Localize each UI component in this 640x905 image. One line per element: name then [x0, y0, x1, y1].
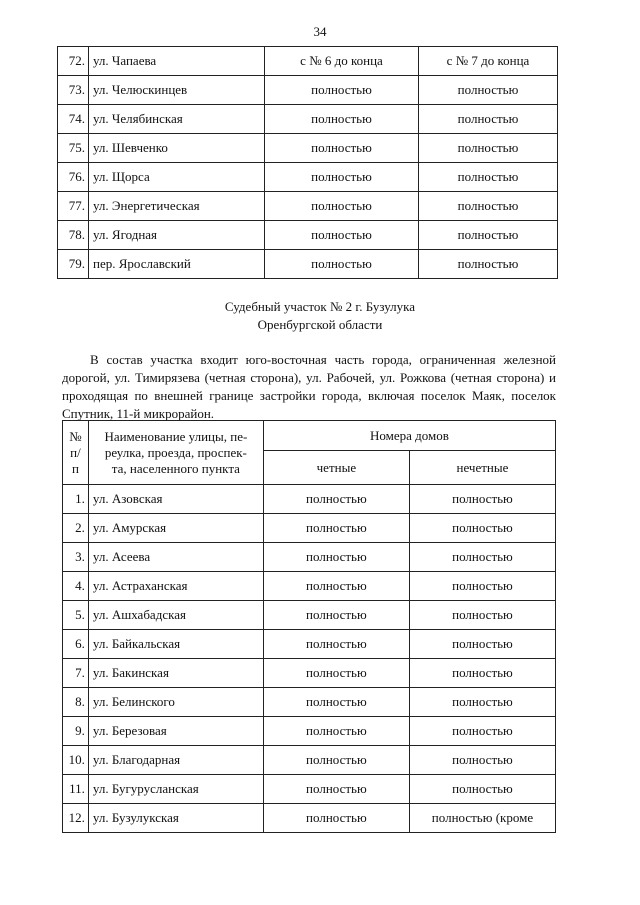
- odd-numbers: полностью: [419, 192, 558, 221]
- street-name: ул. Шевченко: [89, 134, 265, 163]
- header-number: [63, 421, 89, 485]
- even-numbers: полностью: [263, 572, 409, 601]
- street-name: ул. Березовая: [88, 717, 263, 746]
- row-number: 77.: [58, 192, 89, 221]
- street-name: ул. Энергетическая: [89, 192, 265, 221]
- odd-numbers: полностью: [409, 514, 555, 543]
- streets-table: [62, 420, 556, 833]
- odd-numbers: полностью: [409, 601, 555, 630]
- even-numbers: полностью: [263, 601, 409, 630]
- even-numbers: полностью: [265, 221, 419, 250]
- even-numbers: полностью: [263, 630, 409, 659]
- odd-numbers: с № 7 до конца: [419, 47, 558, 76]
- table-row: [63, 717, 556, 746]
- odd-numbers: полностью (кроме: [409, 804, 555, 833]
- street-name: ул. Благодарная: [88, 746, 263, 775]
- row-number: 7.: [63, 659, 89, 688]
- table-row: [63, 572, 556, 601]
- street-name: ул. Ашхабадская: [88, 601, 263, 630]
- even-numbers: полностью: [265, 192, 419, 221]
- row-number: 3.: [63, 543, 89, 572]
- table-row: [58, 250, 558, 279]
- row-number: 11.: [63, 775, 89, 804]
- section-subtitle: Оренбургской области: [257, 317, 383, 332]
- table-row: [58, 76, 558, 105]
- even-numbers: полностью: [265, 105, 419, 134]
- section-description-text: В состав участка входит юго-восточная часть города, ограниченная железной дорогой, ул. Тимирязева (четная сторона), ул. Рабочей, ул. Рожкова (четная сторона) и проходящая по внешней границе застройки города, включая поселок Маяк, поселок Спутник, 11-й микрорайон.: [62, 352, 556, 421]
- row-number: 79.: [58, 250, 89, 279]
- street-name: ул. Байкальская: [88, 630, 263, 659]
- section-description: [62, 351, 556, 423]
- odd-numbers: полностью: [419, 221, 558, 250]
- street-name: ул. Бакинская: [88, 659, 263, 688]
- table-row: [63, 630, 556, 659]
- odd-numbers: полностью: [419, 163, 558, 192]
- odd-numbers: полностью: [409, 572, 555, 601]
- even-numbers: полностью: [265, 163, 419, 192]
- header-name-line: та, населенного пункта: [111, 460, 240, 476]
- even-numbers: полностью: [263, 775, 409, 804]
- even-numbers: с № 6 до конца: [265, 47, 419, 76]
- odd-numbers: полностью: [409, 717, 555, 746]
- street-name: ул. Бузулукская: [88, 804, 263, 833]
- row-number: 6.: [63, 630, 89, 659]
- row-number: 72.: [58, 47, 89, 76]
- table-row: [58, 192, 558, 221]
- section-title: Судебный участок № 2 г. Бузулука: [224, 299, 416, 314]
- row-number: 75.: [58, 134, 89, 163]
- table-row: [58, 163, 558, 192]
- table-row: [58, 105, 558, 134]
- street-name: ул. Азовская: [88, 485, 263, 514]
- even-numbers: полностью: [263, 514, 409, 543]
- odd-numbers: полностью: [419, 76, 558, 105]
- streets-table-continued: [57, 46, 558, 279]
- street-name: ул. Щорса: [89, 163, 265, 192]
- even-numbers: полностью: [265, 250, 419, 279]
- street-name: ул. Челюскинцев: [89, 76, 265, 105]
- street-name: пер. Ярославский: [89, 250, 265, 279]
- odd-numbers: полностью: [409, 746, 555, 775]
- even-numbers: полностью: [265, 134, 419, 163]
- street-name: ул. Чапаева: [89, 47, 265, 76]
- odd-numbers: полностью: [409, 485, 555, 514]
- table-row: [63, 514, 556, 543]
- street-name: ул. Амурская: [88, 514, 263, 543]
- table-row: [58, 47, 558, 76]
- header-street-name: [88, 421, 263, 485]
- table-row: [63, 543, 556, 572]
- street-name: ул. Челябинская: [89, 105, 265, 134]
- header-number-line: п/п: [70, 444, 81, 476]
- header-even: четные: [263, 451, 409, 485]
- even-numbers: полностью: [263, 717, 409, 746]
- row-number: 8.: [63, 688, 89, 717]
- even-numbers: полностью: [263, 804, 409, 833]
- table-row: [63, 804, 556, 833]
- table-row: [63, 775, 556, 804]
- table-row: [63, 485, 556, 514]
- row-number: 4.: [63, 572, 89, 601]
- even-numbers: полностью: [265, 76, 419, 105]
- page-number: 34: [313, 24, 327, 39]
- row-number: 9.: [63, 717, 89, 746]
- table-row: [58, 134, 558, 163]
- street-name: ул. Белинского: [88, 688, 263, 717]
- row-number: 74.: [58, 105, 89, 134]
- even-numbers: полностью: [263, 746, 409, 775]
- table-row: [63, 659, 556, 688]
- row-number: 2.: [63, 514, 89, 543]
- header-name-line: реулка, проезда, проспек-: [104, 444, 247, 460]
- even-numbers: полностью: [263, 688, 409, 717]
- row-number: 76.: [58, 163, 89, 192]
- header-name-line: Наименование улицы, пе-: [104, 428, 248, 444]
- street-name: ул. Бугурусланская: [88, 775, 263, 804]
- row-number: 1.: [63, 485, 89, 514]
- row-number: 10.: [63, 746, 89, 775]
- odd-numbers: полностью: [419, 134, 558, 163]
- odd-numbers: полностью: [409, 659, 555, 688]
- row-number: 78.: [58, 221, 89, 250]
- odd-numbers: полностью: [409, 688, 555, 717]
- odd-numbers: полностью: [419, 250, 558, 279]
- table-header-row: [63, 421, 556, 451]
- table-row: [58, 221, 558, 250]
- odd-numbers: полностью: [409, 543, 555, 572]
- header-house-numbers: Номера домов: [263, 421, 555, 451]
- odd-numbers: полностью: [409, 630, 555, 659]
- table-row: [63, 688, 556, 717]
- odd-numbers: полностью: [419, 105, 558, 134]
- street-name: ул. Ягодная: [89, 221, 265, 250]
- even-numbers: полностью: [263, 543, 409, 572]
- even-numbers: полностью: [263, 659, 409, 688]
- street-name: ул. Астраханская: [88, 572, 263, 601]
- street-name: ул. Асеева: [88, 543, 263, 572]
- row-number: 5.: [63, 601, 89, 630]
- header-number-line: №: [69, 428, 82, 444]
- table-row: [63, 746, 556, 775]
- row-number: 73.: [58, 76, 89, 105]
- header-odd: нечетные: [409, 451, 555, 485]
- even-numbers: полностью: [263, 485, 409, 514]
- odd-numbers: полностью: [409, 775, 555, 804]
- table-row: [63, 601, 556, 630]
- row-number: 12.: [63, 804, 89, 833]
